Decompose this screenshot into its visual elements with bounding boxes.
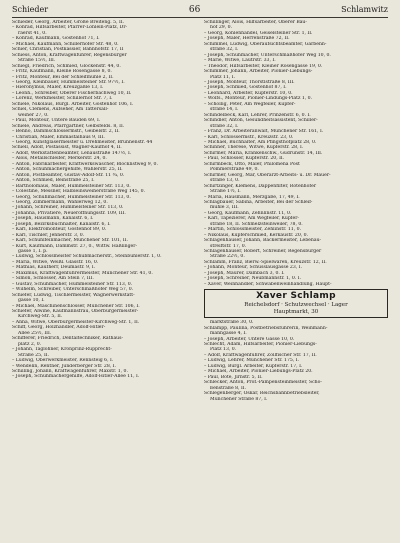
directory-entry-line: gasse 10, I. — [18, 298, 45, 304]
directory-entry-line: – Ludwig, Schlossmeister Schubmacherstr., Steinbühlerstr. 1, 0. — [12, 254, 162, 260]
directory-entry-line: – Joseph, Monteur, Thorstlstraße 8, III. — [204, 79, 295, 85]
header-left: Schieder — [12, 5, 49, 14]
directory-entry-line: straße 32, I. — [210, 123, 239, 129]
directory-entry-line: Platz 13, 0. — [210, 347, 237, 353]
directory-entry-line: Pommerstraße 49, 0. — [210, 167, 259, 173]
page-number: 66 — [188, 5, 201, 15]
directory-entry-line: – Wilhelm, Schreiber, Unterschmaßhofer Weg 57, 0. — [12, 287, 134, 293]
directory-entry-line: – Ludwig, Bürgl. Arbeiter, Kupferstr. 17, I. — [204, 363, 303, 369]
directory-entry-line: Münchener Straße 87, I. — [210, 396, 268, 402]
directory-entry-line: – Maximus, Kraftwagenführermeister, Münchener Str. 41, 0. — [12, 270, 153, 276]
directory-entry-line: – Konrad, Kaufmann, Gostenhof 71, I. — [12, 36, 100, 42]
ad-line3: Hauptmarkt, 30 — [273, 309, 319, 316]
directory-entry-line: Schiefer, Alwine, Kaufmannsfrau, Oberbürgermeister- — [12, 309, 139, 315]
directory-entry-line: – Hieronymus, Maler, Kreuzgäßle 13, I. — [12, 85, 104, 91]
directory-entry-line: – Simon, Schlosser, Am Stein 7, III. — [12, 276, 94, 282]
directory-entry-line: – Schöllig, Peter, Am Wegfeiler, Kupfer- — [204, 101, 296, 107]
directory-entry-line: – Anton, Schuhmachergehilfe, Wählerstr. 25, II. — [12, 167, 123, 173]
directory-entry-line: straße 13, 0. — [210, 178, 240, 184]
directory-entry-line: – Michael, Kaufmann, Schillerhofer Str. 48, 0. — [12, 41, 119, 47]
directory-entry-line: – Marie, Witwe, Lautrstr. 33, I. — [204, 58, 276, 64]
directory-entry-line: Schindler, Anton, Gesundheitsassistent, Schiller- — [204, 118, 318, 124]
directory-entry-line: – Georg, Kleinbauer, Hummelsteiner Str. 97½, I. — [12, 79, 125, 85]
directory-entry-line: – Kurt, Kaufmann, Dammstr. 27, 0., Wittw. Haßlinger- — [12, 243, 138, 249]
directory-entry-line: – Lorenz, Werkmeister, Schillerhof Str. 7, I. — [12, 96, 113, 102]
directory-entry-line: – Mathias, Kaufherr, Deumastr. 9, I. — [12, 265, 96, 271]
directory-entry-line: Schilling, Johann, Kraftwagenführer, Maxstr. 1, 0. — [12, 369, 128, 374]
directory-entry-line: – Anna, Witwe, Oberbürgermeister-Kirchweg-Str. 1, II. — [12, 319, 140, 325]
directory-entry-line: Schier, Christian, Postkassier, Bahnhofstr. 17, II — [12, 47, 124, 53]
directory-entry-line: – Johann, Taglöhner, Kronprinz-Rupprecht- — [12, 347, 112, 353]
directory-entry-line: platz 2, 0. — [18, 341, 42, 347]
directory-entry-line: Allee 25½, III. — [18, 330, 52, 336]
directory-entry-line: – Leonh., Schreiber, Oberer Fischerbachweg 10, II. — [12, 90, 132, 96]
directory-entry-line: Schlampp, Paulina, Postbetriebsführerin, Weinmann- — [204, 325, 328, 331]
left-column — [12, 20, 196, 402]
directory-entry-line: – Gustav, Schuhmacher, Hummelsteiner Str. 113, 0. — [12, 281, 133, 287]
directory-entry-line: – Joseph, Bezirksbuchhalter, Kanalstr. 6, I. — [12, 221, 111, 227]
directory-entry-line: Platz 11, I. — [210, 74, 236, 80]
directory-entry-line: Straße 15½, III. — [18, 58, 56, 64]
directory-entry-line: Schirtzinger, Klemens, Dappenfilter, Rotenhofer — [204, 183, 317, 189]
directory-entry-line: – Ludwig, Lehrer, Münchener Str. 175, I. — [204, 358, 299, 364]
directory-entry-line: – Paul, Bote, Jirnstr. 5, II. — [204, 374, 263, 380]
directory-entry-line: – Anton, Schmied, Beinstraße 25, I. — [12, 178, 95, 184]
directory-entry-line: mühle 3, III. — [210, 205, 239, 211]
directory-entry-line: Schiell, Adolf, Postassist, Wagner-Kaufhof 4, II. — [12, 145, 122, 151]
advertisement-box — [204, 289, 388, 318]
directory-entry-line: – Paul, Monteur, Untere Bauden 69, I. — [12, 118, 101, 124]
directory-entry-line: Schillinger, Alois, Hilfsarbeiter, Oberer Bau- — [204, 20, 307, 25]
directory-entry-line: – Michael, Maschinenschlosser, Münchener Str. 106, I. — [12, 303, 140, 309]
ad-line2: Reichelsdorf · Schutzwechsel · Lager — [244, 302, 348, 309]
directory-entry-line: manngasse 4, I. — [210, 331, 247, 337]
directory-entry-line: – Karl, Tapezierer, Am Wegfeiler, Kupfer- — [204, 216, 299, 222]
directory-entry-line: Schlecht, Adam, Hilfsarbeiter, Pionier-Liebungs- — [204, 342, 317, 348]
directory-entry-line: – Johann, Schreiner, Hummelsteiner Str. 113, 0. — [12, 205, 124, 211]
directory-entry-line: Schiff, Georg, Holzhändler, Adolf-Hitler- — [12, 325, 106, 331]
directory-entry-line: gasse 1, I. p. — [18, 249, 48, 255]
directory-entry-line: – Karl, Elektromonteur, Gostenhof 89, 0. — [12, 227, 107, 233]
directory-entry-line: – Joseph, Maler, Herrenstraße 72, II. — [204, 36, 290, 42]
directory-entry-line: Straße 22½, 0. — [210, 254, 245, 260]
header-rule — [12, 17, 388, 18]
directory-entry-line: – Joseph, Maurer, Dambach 3, 0. I. — [204, 270, 285, 276]
directory-entry-line: straße 14, I. — [210, 107, 239, 113]
ad-headline: Xaver Schlamp — [256, 291, 336, 302]
right-column — [204, 20, 388, 402]
directory-entry-line: – Michael, Buchhalter, Am Pfingsthofplatz 28, 0. — [204, 139, 317, 145]
directory-entry-line: – Joseph, Arbeiter, Untere Gasse 10, 0. — [204, 336, 295, 342]
directory-entry-line: – Georg, Kohlenhändel, Geiselsteiner Str. 1, II. — [204, 30, 313, 36]
directory-entry-line: – Xaver, Weinhändler, Schwabenweinhandlung, Haupt- — [204, 281, 332, 287]
directory-entry-line: – Karl, Schlossermstr., Kreuzstr. 23, 0. — [204, 134, 294, 140]
directory-entry-line: – Martin, Schlossmeister, Zehlinstr. 11, 0. — [204, 227, 302, 233]
directory-entry-line: – Adolf, Kraftwagenführer, Zollfischer Str. 17, II. — [204, 352, 317, 358]
directory-entry-line: Schiel, Clemens, Aufseher, Am Tattersall- — [12, 107, 109, 113]
directory-entry-line: Straße 25, II. — [18, 352, 50, 358]
directory-entry-line: Schirmer, Maria, Krankenschw., Gudrunstr. 14, III. — [204, 150, 323, 156]
directory-entry-line: Schlecker, Anton, Prof.-Pampensteinmeister, Scho- — [204, 380, 322, 386]
directory-entry-line: Schlagbauer, Sabina, Arbeiter, Bei der Schleif- — [204, 199, 313, 205]
directory-entry-line: – Joseph, Schuhmacher, Unterschmaßhofer Weg 10, 0. — [204, 52, 331, 58]
directory-entry-line: Schimmer, Johann, Arbeiter, Pionier-Liebungs- — [204, 69, 313, 75]
directory-entry-line: – Johann, Monteur, Schusslausgasse 23, I. — [204, 265, 302, 271]
directory-entry-line: – Cölestine, Messner, Halbleinsweiherstraße Weg 145, 0. — [12, 189, 145, 195]
directory-entry-line: – Benno, Dammschlossermstr., Geibelstr. 2, II. — [12, 129, 120, 135]
page-header — [12, 5, 388, 16]
directory-entry-line: – Joseph, Hausmann, Kanalstr. 6, I. — [12, 216, 94, 222]
header-right: Schlamwitz — [341, 5, 388, 14]
directory-entry-line: raerst 41, 0. — [18, 30, 47, 36]
columns — [12, 20, 388, 402]
directory-entry-line: Schirmer, Georg, Mar, Oberarzt-Arbeits- u. Dr. Mauer- — [204, 172, 331, 178]
directory-entry-line: – Bartholomäus, Maler, Hummelsteiner Str. 113, 0. — [12, 183, 131, 189]
directory-entry-line: – Fritz, Monteur, Bei der Schleifmühle 2, II. — [12, 74, 114, 80]
directory-entry-line: – Franz, Dr. Arbeiteranwalt, Münchener Str. 161, I. — [204, 129, 324, 135]
directory-entry-line: Schimmel, Ludwig, Oberaufsichtsbeamter, Garbenn- — [204, 41, 327, 47]
directory-entry-line: Kirchweg-Str. 5, II. — [18, 314, 63, 320]
directory-entry-line: – Leonhard, Arbeiter, Kupferstr. 10, 0. — [204, 90, 293, 96]
directory-entry-line: hof 29, 0. — [210, 25, 233, 31]
directory-entry-line: Schlamm, Franz, Bierw.-Spielwaren, Kreuzstr. 12, II. — [204, 259, 327, 265]
directory-entry-line: – Wendelin, Rentner, Jünderberger Str. 28, I. — [12, 363, 116, 369]
directory-entry-line: Schiess, Anton, Kraftwagenführer, Regensburger — [12, 52, 127, 58]
directory-entry-line: – Maria, Hausmann, Merzgaße, 17, 49, I. — [204, 194, 300, 200]
directory-entry-line: – Joseph, Schuhmachergehilfe, Adolf-Hitler-Allee 11, I. — [12, 374, 140, 380]
directory-entry-line: – Konrad, Hilfsarbeiter, Pfarrer-Löhlein-Platz, Dr- — [12, 25, 128, 31]
directory-entry-line: weiher 27, 0. — [18, 112, 49, 118]
directory-entry-line: Schinner, Therese, Witwe, Kupferstr. 28, I. — [204, 145, 304, 151]
directory-entry-line: Schieder, Georg, Arbeiter, Große Breiteng. 5, II. — [12, 20, 125, 25]
directory-entry-line: – Georg, Kunstglasermeister u. Drehmeister, Brunnenstr. 44 — [12, 139, 153, 145]
directory-entry-line: marktstraße 30, 0. — [210, 320, 254, 326]
directory-entry-line: – Anton, Fabrikarbeiter, Kraftwerkswäscher, Blocklistweg 9, 0. — [12, 161, 158, 167]
directory-entry-line: – Ludwig, Oberwerkmeister, Rennsteig 6, I. — [12, 358, 114, 364]
directory-entry-line: Schlegenberger, Oskar, Reichsbahnbetriebsleiter, — [204, 391, 320, 397]
directory-entry-line: Schindelbeck, Karl, Lehrer, Prinzenstr. 6, 0. I. — [204, 112, 311, 118]
directory-entry-line: – Joseph, Schreiner, Neubmannstr. 1, 0. I. — [204, 276, 302, 282]
directory-entry-line: Schirmbeck, Otto, Maler, Philomena Post — [204, 161, 300, 167]
directory-entry-line: Schiele, Andreas, Pfarrgärtner, Gelbsfelds. 8, II. — [12, 123, 125, 129]
directory-entry-line: – Paul, Schlosser, Kupferstr. 20, II. — [204, 156, 285, 162]
right-column-entries-after-ad — [204, 320, 388, 402]
directory-entry-line: – Michael, Arbeiter, Pionier-Liebungs-Platz 20. — [204, 369, 313, 375]
directory-entry-line: Schlagenhauser, Robert, Schreiner, Regensburger — [204, 249, 322, 255]
directory-entry-line: – Anton, Postbeamter, Gustav-Adolf-Str. 11 ¾, 0. — [12, 172, 125, 178]
directory-entry-line: – Wolfs., Monteur, Pionier-Lindungs-Platz 1, 0. — [204, 96, 313, 102]
directory-entry-line: – Fritz, Kaufmann, Kleine Rosengasse 8, 0. — [12, 69, 112, 75]
directory-entry-line: – Joseph, Schmied, Gostenhof 87, I. — [204, 85, 287, 91]
directory-entry-line: – Theodor, Hilfsarbeiter, Kleiner Rosengasse 19, 0. — [204, 63, 323, 69]
directory-entry-line: – Karl, Schuhlfeinmacher, Münchener Str. 101, II. — [12, 238, 128, 244]
directory-entry-line: Straße 1½, I. — [210, 189, 241, 195]
directory-entry-line: Schifferer, Friedrich, Dentaltechniker, Rathaus- — [12, 336, 124, 342]
directory-entry-line: – Alois, Metallschleifer, Merkerstr. 24, 0. — [12, 156, 107, 162]
directory-entry-line: streiftstr. 17, 0. — [210, 243, 247, 249]
directory-entry-line: – Georg, Schuhmacher, Hummelsteiner Str. 113, 0. — [12, 194, 131, 200]
directory-entry-line: ßenstraße 8, II. — [210, 385, 247, 391]
directory-entry-line: straße 32, I. — [210, 47, 239, 53]
directory-entry-line: Schlagenhauser, Johann, Bäckermeister, Lebenau- — [204, 238, 322, 244]
directory-entry-line: – Georg, Kaufmann, Zehnlinstr. 11, 0. — [204, 210, 292, 216]
directory-entry-line: – Christian, Maler, Emmastalhaus 9, III. — [12, 134, 105, 140]
right-column-entries — [204, 20, 388, 287]
directory-entry-line: – Adolf, Werkstättenbeamter, Lenaustraße 147½, I. — [12, 150, 132, 156]
directory-entry-line: Schiegl, Friedrich, Schmied, Glöckenstr. 44, 0. — [12, 63, 121, 69]
directory-entry-line: Schiefer, Ludwig, Tischlermeister, Wagnerwerkstatt- — [12, 292, 135, 298]
directory-entry-line: – Maria, Witwe, Weißl. Glasstr. 16, 0. — [12, 259, 99, 265]
directory-entry-line: straße 18, II. Schmelzsteinweiler, 78, 0. — [210, 221, 303, 227]
directory-entry-line: – Nikolaus, Kupferschmied, Kerkaustr. 20, 0. — [204, 232, 309, 238]
directory-entry-line: – Karl, Tischler, Jennerstr. 3, 0. — [12, 232, 85, 238]
directory-entry-line: Schiele, Nikolaus, Bürgl. Arbeiter, Gostenhof 106, I. — [12, 101, 134, 107]
directory-entry-line: – Johanna, Privatiere, Neueröffnungsstr. 109, III. — [12, 210, 126, 216]
directory-entry-line: – Georg, Zimmermann, Wählerweg 12, 0. — [12, 199, 108, 205]
